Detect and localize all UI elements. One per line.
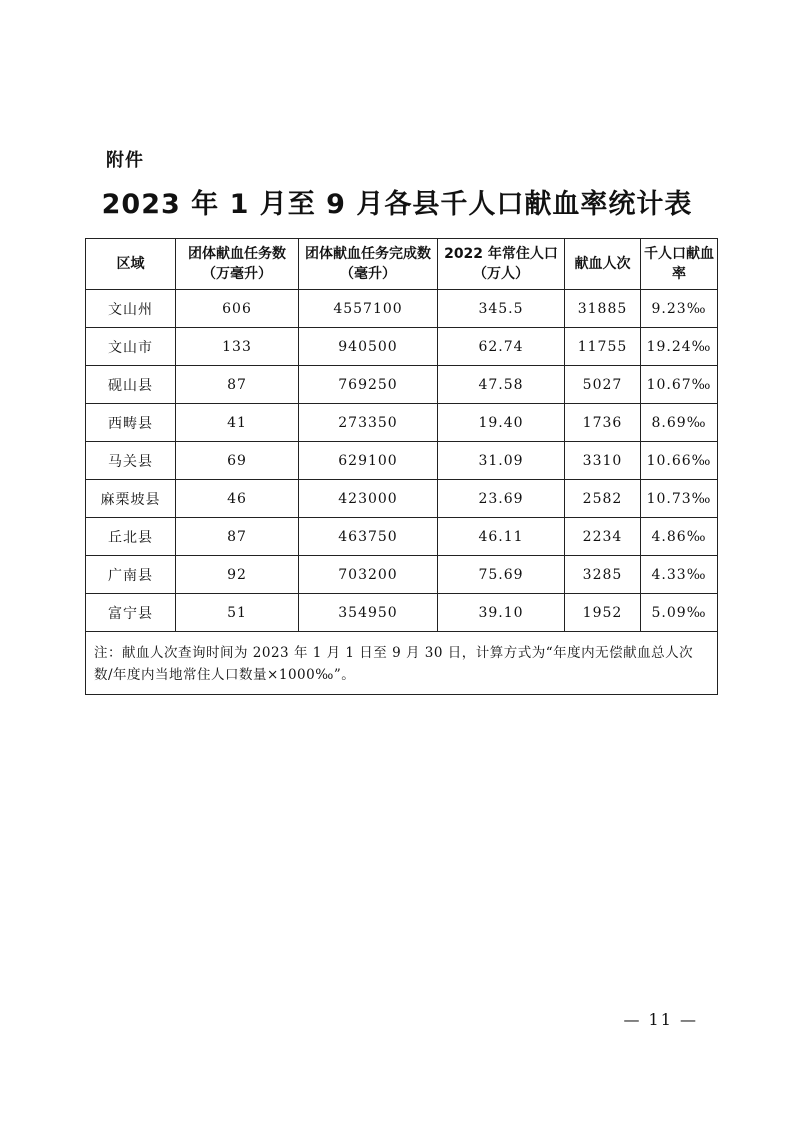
cell-population: 46.11 [438, 518, 565, 556]
cell-population: 345.5 [438, 290, 565, 328]
cell-donations: 1952 [565, 594, 641, 632]
cell-population: 39.10 [438, 594, 565, 632]
cell-donations: 11755 [565, 328, 641, 366]
cell-rate: 10.73‰ [641, 480, 718, 518]
table-row [86, 366, 718, 404]
cell-rate: 9.23‰ [641, 290, 718, 328]
cell-task-amount: 87 [176, 518, 299, 556]
table-row [86, 518, 718, 556]
table-header-row [86, 239, 718, 290]
header-region: 区域 [86, 239, 176, 290]
cell-donations: 1736 [565, 404, 641, 442]
cell-donations: 5027 [565, 366, 641, 404]
note-row [86, 632, 718, 695]
table-row [86, 442, 718, 480]
table-row [86, 290, 718, 328]
cell-donations: 3310 [565, 442, 641, 480]
cell-rate: 5.09‰ [641, 594, 718, 632]
cell-completed-amount: 463750 [299, 518, 438, 556]
table-row [86, 328, 718, 366]
cell-completed-amount: 354950 [299, 594, 438, 632]
cell-task-amount: 51 [176, 594, 299, 632]
cell-task-amount: 133 [176, 328, 299, 366]
table-row [86, 480, 718, 518]
cell-population: 47.58 [438, 366, 565, 404]
cell-donations: 2234 [565, 518, 641, 556]
statistics-table [85, 238, 718, 695]
cell-task-amount: 69 [176, 442, 299, 480]
cell-region: 马关县 [86, 442, 176, 480]
cell-region: 丘北县 [86, 518, 176, 556]
cell-task-amount: 41 [176, 404, 299, 442]
document-title: 2023 年 1 月至 9 月各县千人口献血率统计表 [101, 189, 693, 220]
header-population: 2022 年常住人口（万人） [438, 239, 565, 290]
cell-completed-amount: 703200 [299, 556, 438, 594]
cell-region: 广南县 [86, 556, 176, 594]
cell-rate: 10.67‰ [641, 366, 718, 404]
cell-rate: 8.69‰ [641, 404, 718, 442]
header-completed-amount: 团体献血任务完成数（毫升） [299, 239, 438, 290]
header-donations: 献血人次 [565, 239, 641, 290]
cell-rate: 19.24‰ [641, 328, 718, 366]
cell-region: 麻栗坡县 [86, 480, 176, 518]
cell-region: 文山州 [86, 290, 176, 328]
table-note: 注：献血人次查询时间为 2023 年 1 月 1 日至 9 月 30 日，计算方式为“年度内无偿献血总人次数/年度内当地常住人口数量×1000‰”。 [86, 632, 718, 695]
cell-donations: 2582 [565, 480, 641, 518]
cell-population: 19.40 [438, 404, 565, 442]
page-number: — 11 — [623, 1010, 698, 1029]
cell-task-amount: 46 [176, 480, 299, 518]
cell-region: 砚山县 [86, 366, 176, 404]
cell-donations: 31885 [565, 290, 641, 328]
header-task-amount: 团体献血任务数（万毫升） [176, 239, 299, 290]
cell-task-amount: 606 [176, 290, 299, 328]
cell-region: 西畴县 [86, 404, 176, 442]
table-body [86, 290, 718, 632]
table-row [86, 404, 718, 442]
cell-population: 31.09 [438, 442, 565, 480]
cell-donations: 3285 [565, 556, 641, 594]
cell-region: 富宁县 [86, 594, 176, 632]
cell-rate: 10.66‰ [641, 442, 718, 480]
table-row [86, 556, 718, 594]
cell-completed-amount: 423000 [299, 480, 438, 518]
cell-population: 23.69 [438, 480, 565, 518]
cell-task-amount: 87 [176, 366, 299, 404]
cell-completed-amount: 629100 [299, 442, 438, 480]
attachment-label: 附件 [106, 150, 144, 171]
cell-completed-amount: 940500 [299, 328, 438, 366]
cell-region: 文山市 [86, 328, 176, 366]
cell-completed-amount: 273350 [299, 404, 438, 442]
header-rate: 千人口献血率 [641, 239, 718, 290]
cell-rate: 4.33‰ [641, 556, 718, 594]
cell-rate: 4.86‰ [641, 518, 718, 556]
cell-population: 62.74 [438, 328, 565, 366]
table-row [86, 594, 718, 632]
cell-completed-amount: 4557100 [299, 290, 438, 328]
cell-population: 75.69 [438, 556, 565, 594]
cell-task-amount: 92 [176, 556, 299, 594]
cell-completed-amount: 769250 [299, 366, 438, 404]
